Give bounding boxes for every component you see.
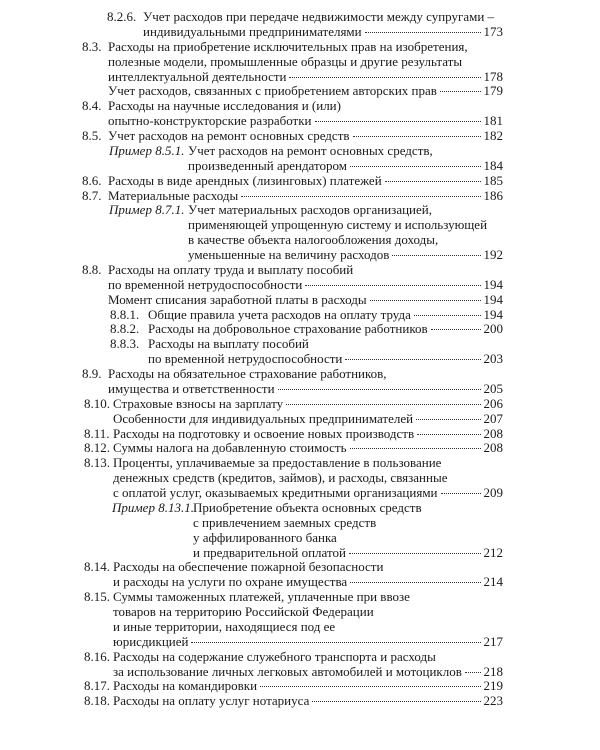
toc-page-number: 194: [483, 291, 503, 307]
toc-entry: [0, 456, 600, 501]
toc-entry: [0, 694, 600, 709]
toc-page-number: 194: [483, 306, 503, 322]
toc-entry-title-line: Учет материальных расходов организацией,: [188, 202, 432, 218]
toc-page-number: 218: [483, 663, 503, 679]
toc-entry-title-line: произведенный арендатором: [188, 157, 347, 173]
toc-entry: [0, 263, 600, 293]
dot-leader: [315, 121, 481, 122]
dot-leader: [241, 196, 480, 197]
toc-entry-number: 8.8.1.: [110, 306, 140, 322]
dot-leader: [312, 701, 480, 702]
toc-entry-title-line: в качестве объекта налогообложения доходы,: [188, 232, 439, 248]
toc-entry-title-line: денежных средств (кредитов, займов), и расходы, связанные: [113, 470, 448, 486]
toc-entry-title-line: Учет расходов на ремонт основных средств: [108, 128, 350, 143]
toc-page-number: 212: [483, 544, 503, 560]
dot-leader: [345, 359, 480, 360]
toc-entry-title-line: Учет расходов при передаче недвижимости между супругами –: [143, 9, 495, 24]
toc-entry-number: 8.7.: [82, 187, 102, 203]
toc-entry-title-line: по временной нетрудоспособности: [108, 276, 303, 292]
toc-entry-title-line: Расходы на командировки: [113, 678, 258, 694]
toc-entry-title-line: Расходы на обеспечение пожарной безопасности: [113, 559, 384, 575]
toc-entry-number: 8.9.: [82, 366, 102, 381]
toc-entry: [0, 10, 600, 40]
toc-entry-title-line: интеллектуальной деятельности: [108, 68, 287, 84]
toc-entry-title-line: с оплатой услуг, оказываемых кредитными организациями: [113, 485, 438, 500]
toc-page-number: 173: [483, 23, 503, 39]
toc-entry-number: 8.12.: [84, 440, 110, 456]
toc-entry-title-line: Расходы на оплату услуг нотариуса: [113, 693, 310, 709]
dot-leader: [353, 136, 481, 137]
toc-entry-title-line: имущества и ответственности: [108, 380, 275, 396]
toc-page-number: 208: [483, 425, 503, 441]
toc-entry-title-line: опытно-конструкторские разработки: [108, 113, 312, 129]
toc-entry-title-line: полезные модели, промышленные образцы и другие результаты: [108, 53, 463, 69]
toc-entry-title-line: Расходы на выплату пособий: [148, 336, 309, 352]
toc-page-number: 209: [483, 485, 503, 500]
toc-entry-number: 8.16.: [84, 648, 110, 664]
toc-entry: [0, 367, 600, 397]
toc-entry-title-line: Момент списания заработной платы в расходы: [108, 291, 367, 307]
toc-entry: [0, 679, 600, 694]
toc-page-number: 206: [483, 395, 503, 411]
toc-entry-title-line: Материальные расходы: [108, 187, 239, 203]
toc-entry-title-line: Расходы на приобретение исключительных прав на изобретения,: [108, 38, 468, 54]
toc-entry-title-line: юрисдикцией: [113, 633, 189, 649]
toc-page-number: 217: [483, 633, 503, 649]
toc-entry: [0, 293, 600, 308]
toc-entry: [0, 501, 600, 561]
toc-entry-number: 8.18.: [84, 693, 110, 709]
dot-leader: [289, 77, 480, 78]
toc-page-number: 186: [483, 187, 503, 203]
toc-page-number: 194: [483, 276, 503, 292]
toc-page-number: 214: [483, 574, 503, 590]
toc-entry-title-line: Расходы на оплату труда и выплату пособий: [108, 261, 354, 277]
toc-entry-number: 8.2.6.: [107, 9, 137, 24]
toc-entry-title-line: применяющей упрощенную систему и использующей: [188, 217, 488, 233]
toc-entry-title-line: Особенности для индивидуальных предпринимателей: [113, 410, 414, 426]
toc-entry-title-line: и расходы на услуги по охране имущества: [113, 574, 348, 590]
toc-page-number: 179: [483, 83, 503, 99]
toc-entry-title-line: Общие правила учета расходов на оплату труда: [148, 306, 411, 322]
dot-leader: [350, 582, 480, 583]
toc-page-number: 182: [483, 128, 503, 143]
toc-entry-number: 8.8.2.: [110, 321, 140, 337]
toc-entry-number: 8.13.: [84, 455, 110, 471]
toc-page-number: 208: [483, 440, 503, 456]
toc-page-number: 207: [483, 410, 503, 426]
toc-entry-title-line: по временной нетрудоспособности: [148, 351, 343, 367]
toc-entry-number: Пример 8.5.1.: [109, 142, 185, 158]
toc-entry: [0, 189, 600, 204]
dot-leader: [286, 404, 480, 405]
toc-entry-title-line: и иные территории, находящиеся под ее: [113, 618, 336, 634]
toc-entry-title-line: Приобретение объекта основных средств: [193, 499, 422, 515]
toc-entry: [0, 427, 600, 442]
toc-entry-title-line: Проценты, уплачиваемые за предоставление в пользование: [113, 455, 442, 471]
dot-leader: [305, 285, 480, 286]
dot-leader: [350, 166, 481, 167]
toc-entry-number: 8.8.3.: [110, 336, 140, 352]
toc-entry: [0, 560, 600, 590]
toc-entry: [0, 144, 600, 174]
toc-entry-number: 8.5.: [82, 128, 102, 143]
toc-entry-title-line: с привлечением заемных средств: [193, 514, 377, 530]
toc-entry: [0, 203, 600, 263]
toc-page-number: 200: [483, 321, 503, 337]
toc-entry: [0, 40, 600, 85]
toc-entry: [0, 590, 600, 650]
toc-entry-title-line: Страховые взносы на зарплату: [113, 395, 284, 411]
dot-leader: [260, 686, 480, 687]
toc-page-number: 185: [483, 172, 503, 188]
toc-entry: [0, 99, 600, 129]
toc-entry-number: 8.14.: [84, 559, 110, 575]
toc-entry-number: 8.15.: [84, 589, 110, 605]
toc-entry-title-line: Учет расходов, связанных с приобретением авторских прав: [108, 83, 437, 99]
toc-entry: [0, 650, 600, 680]
dot-leader: [441, 493, 481, 494]
toc-page-number: 219: [483, 678, 503, 694]
dot-leader: [465, 672, 481, 673]
dot-leader: [440, 91, 481, 92]
toc-entry-title-line: Суммы налога на добавленную стоимость: [113, 440, 347, 456]
toc-entry: [0, 337, 600, 367]
toc-entry-title-line: Расходы на добровольное страхование работников: [148, 321, 428, 337]
toc-entry: [0, 84, 600, 99]
toc-page-number: 178: [483, 68, 503, 84]
toc-page-number: 192: [483, 247, 503, 262]
toc-entry-title-line: Расходы в виде арендных (лизинговых) платежей: [108, 172, 382, 188]
toc-entry-number: 8.6.: [82, 172, 102, 188]
table-of-contents: [0, 10, 600, 709]
toc-entry-title-line: Расходы на обязательное страхование работников,: [108, 366, 387, 381]
toc-entry: [0, 412, 600, 427]
toc-entry-title-line: Расходы на научные исследования и (или): [108, 98, 341, 114]
dot-leader: [392, 255, 480, 256]
toc-entry-title-line: товаров на территорию Российской Федерации: [113, 604, 374, 619]
toc-entry-title-line: Учет расходов на ремонт основных средств,: [188, 142, 433, 158]
toc-entry-title-line: и предварительной оплатой: [193, 544, 346, 560]
dot-leader: [385, 181, 481, 182]
dot-leader: [278, 389, 481, 390]
dot-leader: [417, 434, 480, 435]
toc-page-number: 184: [483, 157, 503, 173]
dot-leader: [349, 553, 481, 554]
toc-entry-title-line: Суммы таможенных платежей, уплаченные при ввозе: [113, 589, 410, 605]
toc-entry-number: Пример 8.13.1.: [112, 499, 194, 515]
toc-entry-title-line: индивидуальными предпринимателями: [143, 23, 362, 39]
toc-entry-number: 8.17.: [84, 678, 110, 694]
toc-entry-title-line: Расходы на подготовку и освоение новых производств: [113, 425, 415, 441]
toc-page-number: 205: [483, 380, 503, 396]
toc-entry-number: 8.11.: [84, 425, 110, 441]
toc-entry: [0, 129, 600, 144]
toc-entry-number: 8.10.: [84, 395, 110, 411]
toc-page-number: 181: [483, 113, 503, 129]
toc-entry-title-line: у аффилированного банка: [193, 529, 337, 545]
toc-entry-title-line: за использование личных легковых автомобилей и мотоциклов: [113, 663, 462, 679]
toc-entry: [0, 397, 600, 412]
dot-leader: [414, 315, 481, 316]
toc-entry: [0, 322, 600, 337]
toc-entry-number: Пример 8.7.1.: [109, 202, 185, 218]
dot-leader: [431, 329, 481, 330]
toc-entry-title-line: уменьшенные на величину расходов: [188, 247, 390, 262]
toc-entry: [0, 308, 600, 323]
toc-page-number: 203: [483, 351, 503, 367]
dot-leader: [350, 448, 481, 449]
toc-entry-number: 8.3.: [82, 38, 102, 54]
dot-leader: [191, 642, 480, 643]
dot-leader: [365, 32, 481, 33]
dot-leader: [416, 419, 480, 420]
toc-entry-number: 8.4.: [82, 98, 102, 114]
toc-page-number: 223: [483, 693, 503, 709]
toc-entry: [0, 174, 600, 189]
toc-entry: [0, 441, 600, 456]
toc-entry-number: 8.8.: [82, 261, 102, 277]
toc-entry-title-line: Расходы на содержание служебного транспорта и расходы: [113, 648, 436, 664]
dot-leader: [370, 300, 481, 301]
